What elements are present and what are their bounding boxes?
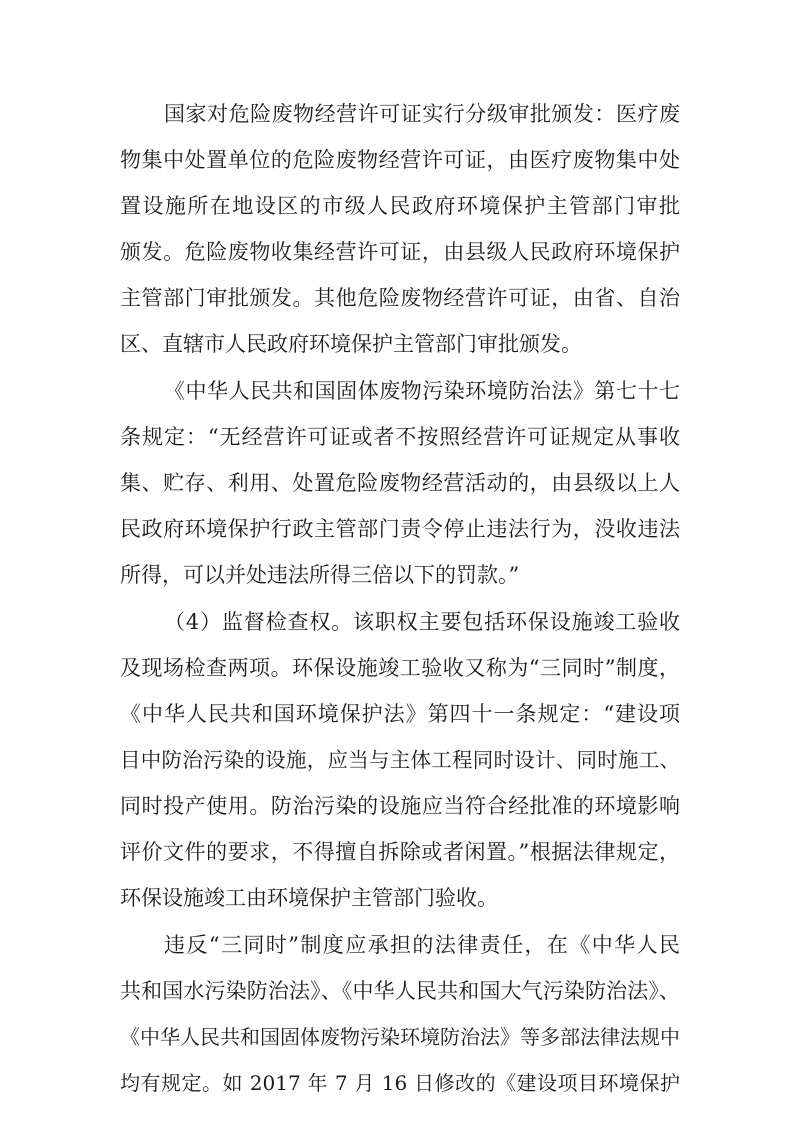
paragraph-2-line-3: 集、贮存、利用、处置危险废物经营活动的，由县级以上人: [120, 471, 680, 495]
paragraph-3-line-5: 同时投产使用。防治污染的设施应当符合经批准的环境影响: [120, 794, 680, 818]
paragraph-4-line-1: 违反“三同时”制度应承担的法律责任，在《中华人民: [164, 933, 680, 957]
paragraph-1-line-4: 颁发。危险废物收集经营许可证，由县级人民政府环境保护: [120, 240, 680, 264]
paragraph-4-line-2: 共和国水污染防治法》、《中华人民共和国大气污染防治法》、: [120, 979, 680, 1003]
paragraph-2-line-5: 所得，可以并处违法所得三倍以下的罚款。”: [120, 563, 520, 587]
paragraph-1-line-6: 区、直辖市人民政府环境保护主管部门审批颁发。: [120, 332, 582, 356]
paragraph-1-line-2: 物集中处置单位的危险废物经营许可证，由医疗废物集中处: [120, 148, 680, 172]
paragraph-4-line-3: 《中华人民共和国固体废物污染环境防治法》等多部法律法规中: [120, 1025, 680, 1049]
paragraph-3-line-7: 环保设施竣工由环境保护主管部门验收。: [120, 886, 498, 910]
paragraph-2-line-4: 民政府环境保护行政主管部门责令停止违法行为，没收违法: [120, 517, 680, 541]
paragraph-3-line-2: 及现场检查两项。环保设施竣工验收又称为“三同时”制度，: [120, 656, 680, 680]
paragraph-3-line-3: 《中华人民共和国环境保护法》第四十一条规定：“建设项: [120, 702, 680, 726]
paragraph-3-line-6: 评价文件的要求，不得擅自拆除或者闲置。”根据法律规定，: [120, 840, 680, 864]
paragraph-4-line-4: 均有规定。如 2017 年 7 月 16 日修改的《建设项目环境保护: [120, 1071, 680, 1095]
paragraph-1-line-3: 置设施所在地设区的市级人民政府环境保护主管部门审批: [120, 194, 680, 218]
paragraph-2-line-2: 条规定：“无经营许可证或者不按照经营许可证规定从事收: [120, 425, 680, 449]
paragraph-3-line-4: 目中防治污染的设施，应当与主体工程同时设计、同时施工、: [120, 748, 680, 772]
paragraph-1-line-1: 国家对危险废物经营许可证实行分级审批颁发：医疗废: [164, 102, 680, 126]
paragraph-1-line-5: 主管部门审批颁发。其他危险废物经营许可证，由省、自治: [120, 286, 680, 310]
paragraph-3-line-1: （4）监督检查权。该职权主要包括环保设施竣工验收: [164, 610, 680, 634]
paragraph-2-line-1: 《中华人民共和国固体废物污染环境防治法》第七十七: [164, 379, 680, 403]
